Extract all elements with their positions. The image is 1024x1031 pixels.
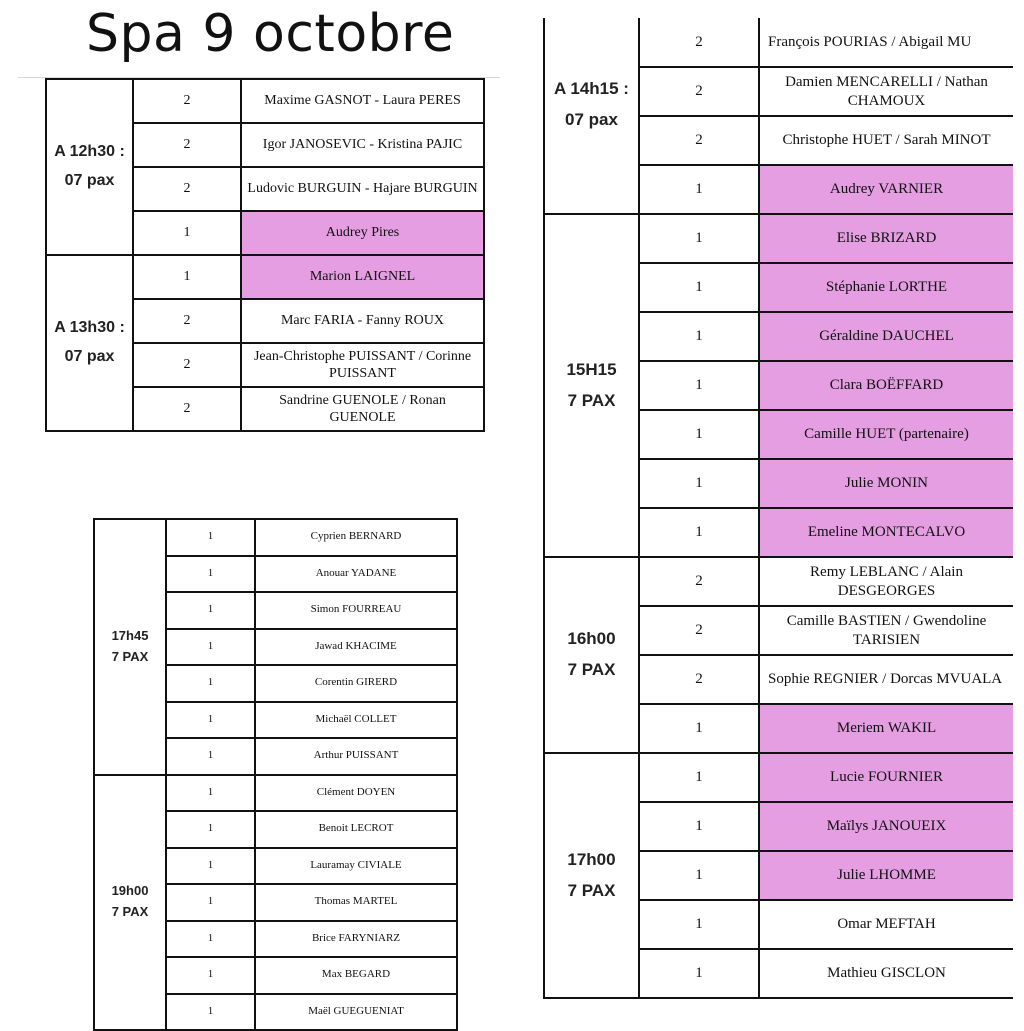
participant-count: 2 <box>133 343 241 387</box>
participant-name: Marc FARIA - Fanny ROUX <box>241 299 484 343</box>
participant-count: 2 <box>639 116 759 165</box>
participant-name: Audrey Pires <box>241 211 484 255</box>
participant-count: 1 <box>639 949 759 998</box>
participant-count: 1 <box>166 848 255 885</box>
participant-name: Camille HUET (partenaire) <box>759 410 1013 459</box>
time-slot-cell <box>46 79 133 255</box>
table-row <box>46 79 484 123</box>
participant-name: Simon FOURREAU <box>255 592 457 629</box>
time-slot-cell <box>94 775 166 1031</box>
participant-name: Sophie REGNIER / Dorcas MVUALA <box>759 655 1013 704</box>
time-slot-label: 16h00 <box>567 629 616 649</box>
participant-count: 1 <box>166 738 255 775</box>
participant-name: Maël GUEGUENIAT <box>255 994 457 1031</box>
participant-count: 2 <box>133 299 241 343</box>
pax-count-label: 7 PAX <box>567 880 616 900</box>
participant-count: 1 <box>639 851 759 900</box>
participant-count: 1 <box>166 811 255 848</box>
participant-name: Brice FARYNIARZ <box>255 921 457 958</box>
participant-name: Michaël COLLET <box>255 702 457 739</box>
participant-count: 1 <box>639 900 759 949</box>
participant-count: 2 <box>639 655 759 704</box>
participant-name: Géraldine DAUCHEL <box>759 312 1013 361</box>
participant-name: Meriem WAKIL <box>759 704 1013 753</box>
participant-name: Elise BRIZARD <box>759 214 1013 263</box>
participant-name: Audrey VARNIER <box>759 165 1013 214</box>
time-slot-cell <box>94 519 166 775</box>
participant-count: 1 <box>639 263 759 312</box>
participant-count: 1 <box>166 884 255 921</box>
participant-name: Benoit LECROT <box>255 811 457 848</box>
participant-name: Cyprien BERNARD <box>255 519 457 556</box>
table-row <box>46 255 484 299</box>
pax-count-label: 7 PAX <box>567 390 616 410</box>
participant-name: Christophe HUET / Sarah MINOT <box>759 116 1013 165</box>
participant-name: Mathieu GISCLON <box>759 949 1013 998</box>
pax-count-label: 7 PAX <box>567 660 616 679</box>
participant-count: 2 <box>133 387 241 431</box>
participant-name: Julie MONIN <box>759 459 1013 508</box>
participant-count: 1 <box>166 519 255 556</box>
participant-name: Maïlys JANOUEIX <box>759 802 1013 851</box>
participant-count: 2 <box>639 606 759 655</box>
participant-name: Sandrine GUENOLE / Ronan GUENOLE <box>241 387 484 431</box>
participant-count: 1 <box>639 508 759 557</box>
participant-count: 1 <box>639 704 759 753</box>
participant-count: 1 <box>133 255 241 299</box>
participant-count: 1 <box>639 312 759 361</box>
time-slot-label: A 13h30 : <box>54 319 125 337</box>
participant-count: 1 <box>166 556 255 593</box>
time-slot-label: A 14h15 : <box>554 79 629 98</box>
participant-count: 1 <box>166 702 255 739</box>
participant-name: Lucie FOURNIER <box>759 753 1013 802</box>
participant-count: 1 <box>639 753 759 802</box>
participant-name: Remy LEBLANC / Alain DESGEORGES <box>759 557 1013 606</box>
participant-name: Jawad KHACIME <box>255 629 457 666</box>
participant-count: 1 <box>166 921 255 958</box>
participant-count: 1 <box>166 957 255 994</box>
participant-name: Maxime GASNOT - Laura PERES <box>241 79 484 123</box>
participant-count: 1 <box>639 410 759 459</box>
table-row <box>544 557 1013 606</box>
top-left-schedule <box>45 78 483 432</box>
participant-count: 1 <box>639 459 759 508</box>
time-slot-label: 17h45 <box>111 627 149 643</box>
participant-name: Marion LAIGNEL <box>241 255 484 299</box>
schedule-table-bottom-left <box>93 518 458 1031</box>
time-slot-cell <box>544 214 639 557</box>
participant-name: Emeline MONTECALVO <box>759 508 1013 557</box>
participant-name: Lauramay CIVIALE <box>255 848 457 885</box>
participant-count: 1 <box>133 211 241 255</box>
participant-name: Camille BASTIEN / Gwendoline TARISIEN <box>759 606 1013 655</box>
time-slot-cell <box>544 18 639 214</box>
schedule-table-top-left <box>45 78 485 432</box>
table-row <box>544 753 1013 802</box>
participant-name: Ludovic BURGUIN - Hajare BURGUIN <box>241 167 484 211</box>
participant-name: François POURIAS / Abigail MU <box>759 18 1013 67</box>
pax-count-label: 07 pax <box>64 348 115 365</box>
pax-count-label: 7 PAX <box>111 904 149 920</box>
participant-name: Omar MEFTAH <box>759 900 1013 949</box>
participant-name: Arthur PUISSANT <box>255 738 457 775</box>
time-slot-label: 19h00 <box>111 883 149 899</box>
participant-count: 2 <box>133 167 241 211</box>
table-row <box>544 18 1013 67</box>
participant-count: 1 <box>639 214 759 263</box>
pax-count-label: 7 PAX <box>111 648 149 664</box>
time-slot-cell <box>46 255 133 431</box>
participant-count: 1 <box>166 775 255 812</box>
participant-count: 2 <box>639 557 759 606</box>
bottom-left-schedule <box>93 518 456 1031</box>
participant-count: 2 <box>639 67 759 116</box>
participant-name: Thomas MARTEL <box>255 884 457 921</box>
participant-name: Damien MENCARELLI / Nathan CHAMOUX <box>759 67 1013 116</box>
pax-count-label: 07 pax <box>565 109 618 129</box>
participant-count: 1 <box>166 629 255 666</box>
participant-count: 1 <box>639 361 759 410</box>
schedule-table-right <box>543 18 1013 999</box>
participant-name: Igor JANOSEVIC - Kristina PAJIC <box>241 123 484 167</box>
table-row <box>94 519 457 556</box>
time-slot-cell <box>544 753 639 998</box>
participant-name: Corentin GIRERD <box>255 665 457 702</box>
participant-name: Max BEGARD <box>255 957 457 994</box>
participant-count: 1 <box>166 994 255 1031</box>
time-slot-cell <box>544 557 639 753</box>
time-slot-label: 15H15 <box>566 359 617 379</box>
participant-name: Anouar YADANE <box>255 556 457 593</box>
participant-count: 2 <box>133 123 241 167</box>
participant-count: 1 <box>639 165 759 214</box>
table-row <box>94 775 457 812</box>
table-row <box>544 214 1013 263</box>
time-slot-label: A 12h30 : <box>54 143 125 161</box>
time-slot-label: 17h00 <box>567 849 616 869</box>
page-title: Spa 9 octobre <box>86 4 455 64</box>
right-schedule <box>543 18 1012 999</box>
pax-count-label: 07 pax <box>64 172 115 189</box>
participant-count: 1 <box>166 665 255 702</box>
participant-name: Stéphanie LORTHE <box>759 263 1013 312</box>
participant-count: 1 <box>639 802 759 851</box>
participant-name: Clara BOËFFARD <box>759 361 1013 410</box>
participant-count: 1 <box>166 592 255 629</box>
participant-name: Clément DOYEN <box>255 775 457 812</box>
participant-count: 2 <box>639 18 759 67</box>
participant-name: Jean-Christophe PUISSANT / Corinne PUISSANT <box>241 343 484 387</box>
participant-name: Julie LHOMME <box>759 851 1013 900</box>
participant-count: 2 <box>133 79 241 123</box>
